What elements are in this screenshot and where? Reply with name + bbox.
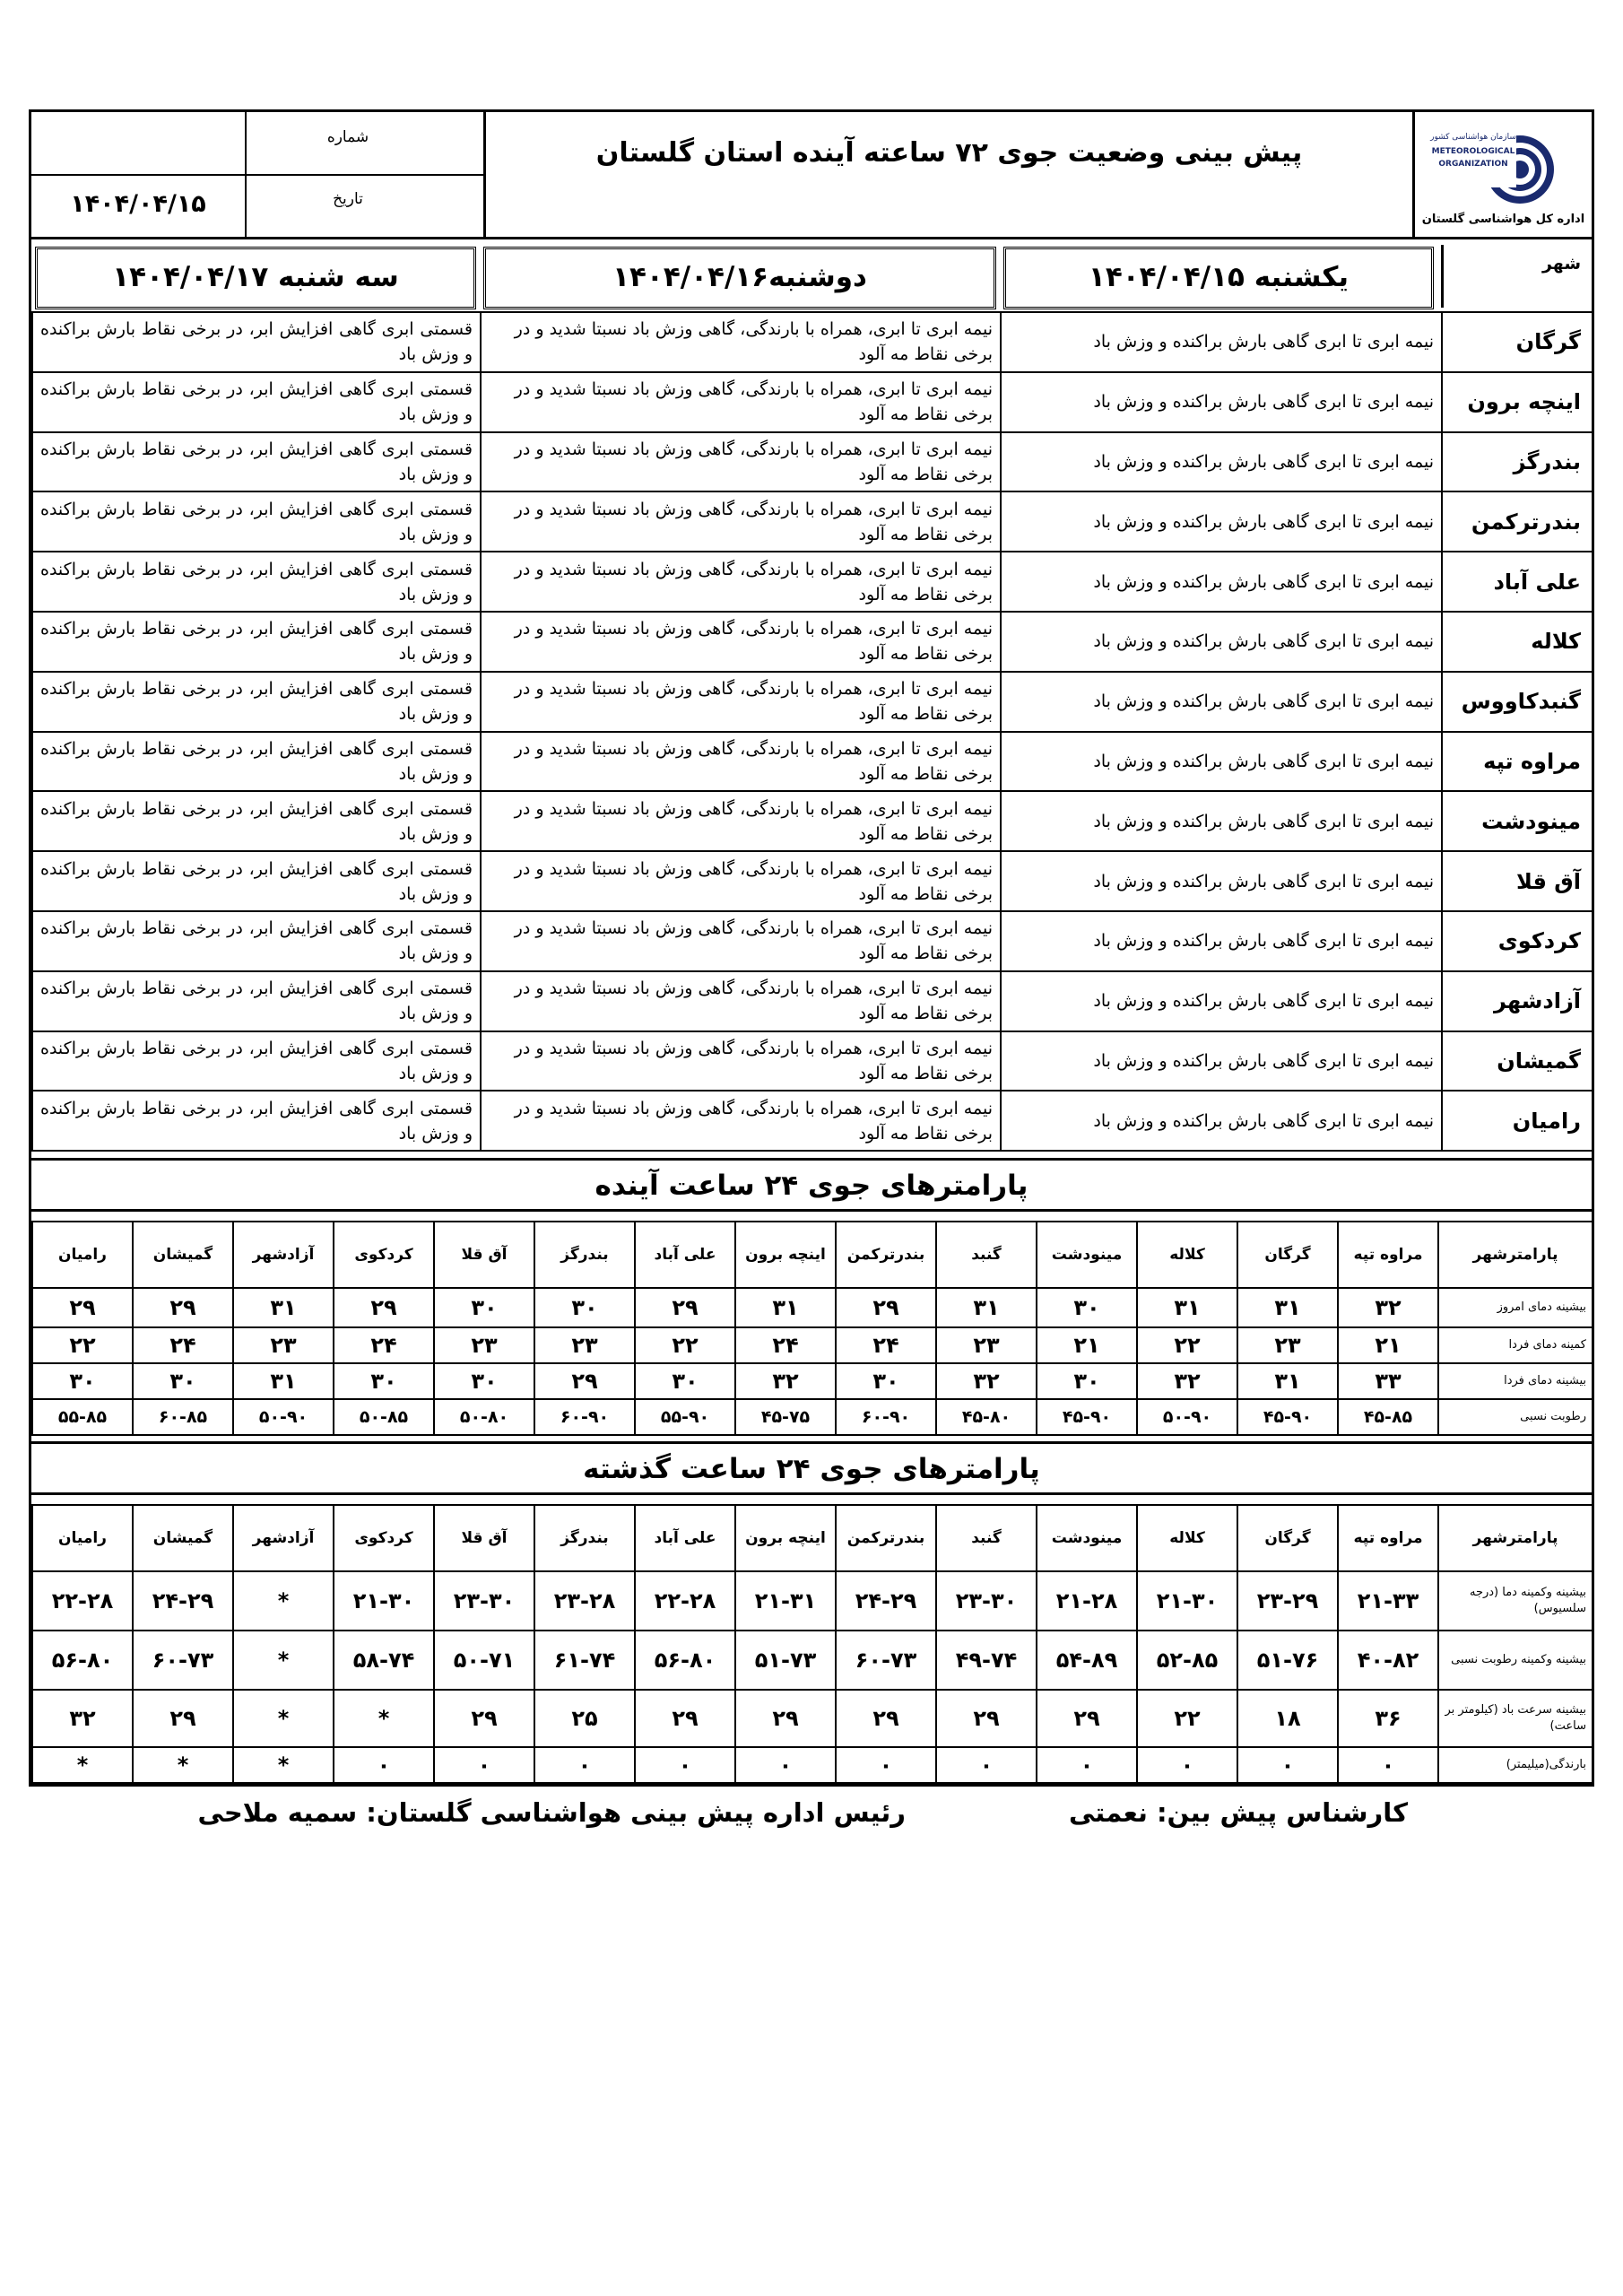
logo-caption: اداره کل هواشناسی گلستان: [1421, 213, 1585, 226]
param-value: ۵۵-۹۰: [635, 1399, 735, 1435]
param-value: ۴۵-۷۵: [735, 1399, 836, 1435]
param-label: بیشینه دمای امروز: [1438, 1288, 1593, 1327]
day3-forecast: قسمتی ابری گاهی افزایش ابر، در برخی نقاط بارش براکنده و وزش باد: [32, 612, 481, 672]
param-value: ۰: [635, 1747, 735, 1783]
param-value: ۰: [836, 1747, 936, 1783]
param-city-header: مینودشت: [1037, 1222, 1137, 1288]
day2-forecast: نیمه ابری تا ابری، همراه با بارندگی، گاهی وزش باد نسبتا شدید و در برخی نقاط مه آلود: [481, 612, 1001, 672]
day1-forecast: نیمه ابری تا ابری گاهی بارش براکنده و وزش باد: [1001, 1091, 1442, 1151]
param-city-header: بندرترکمن: [836, 1505, 936, 1571]
param-value: ۲۴: [735, 1327, 836, 1363]
param-value: ۲۳: [233, 1327, 334, 1363]
page-title: پیش بینی وضعیت جوی ۷۲ ساعته آینده استان گلستان: [483, 112, 1412, 237]
param-value: ۲۹: [635, 1288, 735, 1327]
param-value: ۶۰-۸۵: [133, 1399, 233, 1435]
param-city-header: اینچه برون: [735, 1505, 836, 1571]
param-label: بیشینه سرعت باد (کیلومتر بر ساعت): [1438, 1690, 1593, 1747]
param-value: ۳۱: [735, 1288, 836, 1327]
param-value: ۲۳-۲۸: [534, 1571, 635, 1631]
day2-forecast: نیمه ابری تا ابری، همراه با بارندگی، گاهی وزش باد نسبتا شدید و در برخی نقاط مه آلود: [481, 791, 1001, 851]
forecast-row: [32, 552, 1593, 612]
param-city-header: کردکوی: [334, 1222, 434, 1288]
day2-forecast: نیمه ابری تا ابری، همراه با بارندگی، گاهی وزش باد نسبتا شدید و در برخی نقاط مه آلود: [481, 432, 1001, 492]
param-value: ۳۰: [534, 1288, 635, 1327]
param-label: رطوبت نسبی: [1438, 1399, 1593, 1435]
forecast-row: [32, 791, 1593, 851]
param-value: ۳۰: [334, 1363, 434, 1399]
day1-forecast: نیمه ابری تا ابری گاهی بارش براکنده و وزش باد: [1001, 971, 1442, 1031]
forecast-document: [29, 109, 1594, 1787]
forecast-row: [32, 911, 1593, 971]
forecast-table: [31, 311, 1593, 1152]
param-value: ۳۰: [133, 1363, 233, 1399]
day3-forecast: قسمتی ابری گاهی افزایش ابر، در برخی نقاط بارش براکنده و وزش باد: [32, 552, 481, 612]
logo-text-fa: سازمان هواشناسی کشور: [1429, 133, 1516, 142]
date-value: ۱۴۰۴/۰۴/۱۵: [70, 190, 206, 218]
day2-forecast: نیمه ابری تا ابری، همراه با بارندگی، گاهی وزش باد نسبتا شدید و در برخی نقاط مه آلود: [481, 1091, 1001, 1151]
param-value: ۵۰-۹۰: [233, 1399, 334, 1435]
day3-forecast: قسمتی ابری گاهی افزایش ابر، در برخی نقاط بارش براکنده و وزش باد: [32, 791, 481, 851]
param-value: ۵۶-۸۰: [635, 1631, 735, 1690]
param-value: ۲۱-۳۰: [1137, 1571, 1237, 1631]
param-header-row: [32, 1222, 1593, 1288]
forecast-row: [32, 312, 1593, 372]
param-value: ۲۹: [1037, 1690, 1137, 1747]
param-city-header: مراوه تپه: [1338, 1222, 1438, 1288]
param-value: ۲۹: [334, 1288, 434, 1327]
param-value: ۶۱-۷۴: [534, 1631, 635, 1690]
param-row: [32, 1690, 1593, 1747]
day2-forecast: نیمه ابری تا ابری، همراه با بارندگی، گاهی وزش باد نسبتا شدید و در برخی نقاط مه آلود: [481, 312, 1001, 372]
day3-forecast: قسمتی ابری گاهی افزایش ابر، در برخی نقاط بارش براکنده و وزش باد: [32, 911, 481, 971]
param-value: ۳۲: [1338, 1288, 1438, 1327]
day2-forecast: نیمه ابری تا ابری، همراه با بارندگی، گاهی وزش باد نسبتا شدید و در برخی نقاط مه آلود: [481, 552, 1001, 612]
param-value: ۲۹: [133, 1690, 233, 1747]
param-value: ۵۰-۹۰: [1137, 1399, 1237, 1435]
param-value: ۲۹: [836, 1288, 936, 1327]
param-value: ۲۴-۲۹: [133, 1571, 233, 1631]
param-value: *: [233, 1747, 334, 1783]
forecaster-name: کارشناس پیش بین: نعمتی: [1068, 1797, 1408, 1828]
param-city-header: علی آباد: [635, 1505, 735, 1571]
param-value: ۶۰-۷۳: [836, 1631, 936, 1690]
param-city-header: کلاله: [1137, 1505, 1237, 1571]
day1-forecast: نیمه ابری تا ابری گاهی بارش براکنده و وزش باد: [1001, 791, 1442, 851]
param-city-header: گرگان: [1237, 1505, 1338, 1571]
past24-table: [31, 1504, 1593, 1784]
param-value: ۲۹: [936, 1690, 1037, 1747]
day1-forecast: نیمه ابری تا ابری گاهی بارش براکنده و وزش باد: [1001, 372, 1442, 432]
param-value: ۱۸: [1237, 1690, 1338, 1747]
param-city-header: رامیان: [32, 1222, 133, 1288]
param-value: *: [233, 1571, 334, 1631]
param-value: *: [32, 1747, 133, 1783]
divider: [31, 174, 483, 176]
param-city-header: بندرترکمن: [836, 1222, 936, 1288]
param-label: بیشینه وکمینه رطوبت نسبی: [1438, 1631, 1593, 1690]
day1-forecast: نیمه ابری تا ابری گاهی بارش براکنده و وزش باد: [1001, 312, 1442, 372]
param-row: [32, 1288, 1593, 1327]
param-corner-header: پارامترشهر: [1438, 1222, 1593, 1288]
param-row: [32, 1571, 1593, 1631]
param-label: بارندگی(میلیمتر): [1438, 1747, 1593, 1783]
param-value: ۲۳: [434, 1327, 534, 1363]
param-city-header: رامیان: [32, 1505, 133, 1571]
forecast-row: [32, 612, 1593, 672]
param-value: ۳۱: [233, 1288, 334, 1327]
day3-forecast: قسمتی ابری گاهی افزایش ابر، در برخی نقاط بارش براکنده و وزش باد: [32, 491, 481, 552]
param-value: *: [233, 1690, 334, 1747]
param-city-header: بندرگز: [534, 1505, 635, 1571]
param-value: ۲۱: [1338, 1327, 1438, 1363]
param-value: ۲۳-۳۰: [936, 1571, 1037, 1631]
param-value: ۲۲-۲۸: [635, 1571, 735, 1631]
day3-forecast: قسمتی ابری گاهی افزایش ابر، در برخی نقاط بارش براکنده و وزش باد: [32, 732, 481, 792]
param-value: ۰: [534, 1747, 635, 1783]
param-value: *: [334, 1690, 434, 1747]
organization-logo: [1412, 112, 1592, 237]
param-value: ۰: [334, 1747, 434, 1783]
city-name: رامیان: [1442, 1091, 1593, 1151]
param-header-row: [32, 1505, 1593, 1571]
param-row: [32, 1327, 1593, 1363]
param-value: ۵۱-۷۳: [735, 1631, 836, 1690]
city-name: کلاله: [1442, 612, 1593, 672]
logo-text-en1: METEOROLOGICAL: [1431, 147, 1515, 156]
param-value: ۳۳: [1338, 1363, 1438, 1399]
day1-forecast: نیمه ابری تا ابری گاهی بارش براکنده و وزش باد: [1001, 552, 1442, 612]
param-city-header: کردکوی: [334, 1505, 434, 1571]
city-name: علی آباد: [1442, 552, 1593, 612]
office-head-name: رئیس اداره پیش بینی هواشناسی گلستان: سمیه ملاحی: [197, 1797, 906, 1828]
param-value: ۲۹: [735, 1690, 836, 1747]
param-value: ۲۱: [1037, 1327, 1137, 1363]
param-value: ۵۲-۸۵: [1137, 1631, 1237, 1690]
param-city-header: علی آباد: [635, 1222, 735, 1288]
city-name: گنبدکاووس: [1442, 672, 1593, 732]
param-value: ۲۹: [133, 1288, 233, 1327]
forecast-row: [32, 732, 1593, 792]
forecast-row: [32, 851, 1593, 911]
param-city-header: کلاله: [1137, 1222, 1237, 1288]
city-name: آق قلا: [1442, 851, 1593, 911]
city-column-header: شهر: [1441, 245, 1592, 308]
param-value: ۳۰: [1037, 1363, 1137, 1399]
forecast-row: [32, 491, 1593, 552]
param-city-header: گمیشان: [133, 1505, 233, 1571]
param-city-header: بندرگز: [534, 1222, 635, 1288]
param-value: ۵۵-۸۵: [32, 1399, 133, 1435]
day1-forecast: نیمه ابری تا ابری گاهی بارش براکنده و وزش باد: [1001, 432, 1442, 492]
param-value: ۰: [1338, 1747, 1438, 1783]
param-value: ۲۳-۲۹: [1237, 1571, 1338, 1631]
param-value: ۲۳-۳۰: [434, 1571, 534, 1631]
param-value: ۲۲: [1137, 1327, 1237, 1363]
city-name: کردکوی: [1442, 911, 1593, 971]
param-value: ۳۲: [32, 1690, 133, 1747]
day2-forecast: نیمه ابری تا ابری، همراه با بارندگی، گاهی وزش باد نسبتا شدید و در برخی نقاط مه آلود: [481, 732, 1001, 792]
day-header-1: یکشنبه ۱۴۰۴/۰۴/۱۵: [1003, 247, 1434, 309]
param-city-header: مینودشت: [1037, 1505, 1137, 1571]
next24-table: [31, 1221, 1593, 1436]
day3-forecast: قسمتی ابری گاهی افزایش ابر، در برخی نقاط بارش براکنده و وزش باد: [32, 1031, 481, 1091]
day1-forecast: نیمه ابری تا ابری گاهی بارش براکنده و وزش باد: [1001, 1031, 1442, 1091]
param-value: *: [233, 1631, 334, 1690]
forecast-row: [32, 432, 1593, 492]
param-city-header: گنبد: [936, 1505, 1037, 1571]
param-city-header: گمیشان: [133, 1222, 233, 1288]
param-value: ۴۵-۸۰: [936, 1399, 1037, 1435]
param-value: ۲۹: [32, 1288, 133, 1327]
city-name: بندرگز: [1442, 432, 1593, 492]
day1-forecast: نیمه ابری تا ابری گاهی بارش براکنده و وزش باد: [1001, 672, 1442, 732]
param-value: ۲۲: [32, 1327, 133, 1363]
day2-forecast: نیمه ابری تا ابری، همراه با بارندگی، گاهی وزش باد نسبتا شدید و در برخی نقاط مه آلود: [481, 1031, 1001, 1091]
city-name: آزادشهر: [1442, 971, 1593, 1031]
param-value: ۰: [735, 1747, 836, 1783]
day3-forecast: قسمتی ابری گاهی افزایش ابر، در برخی نقاط بارش براکنده و وزش باد: [32, 432, 481, 492]
city-name: بندرترکمن: [1442, 491, 1593, 552]
forecast-row: [32, 971, 1593, 1031]
param-value: *: [133, 1747, 233, 1783]
day2-forecast: نیمه ابری تا ابری، همراه با بارندگی، گاهی وزش باد نسبتا شدید و در برخی نقاط مه آلود: [481, 372, 1001, 432]
param-value: ۲۳: [1237, 1327, 1338, 1363]
param-value: ۲۲: [635, 1327, 735, 1363]
param-corner-header: پارامترشهر: [1438, 1505, 1593, 1571]
param-value: ۴۵-۹۰: [1237, 1399, 1338, 1435]
city-name: مینودشت: [1442, 791, 1593, 851]
param-value: ۳۰: [635, 1363, 735, 1399]
past24-section-title: پارامترهای جوی ۲۴ ساعت گذشته: [31, 1441, 1592, 1495]
city-name: گرگان: [1442, 312, 1593, 372]
param-value: ۵۱-۷۶: [1237, 1631, 1338, 1690]
param-value: ۲۱-۲۸: [1037, 1571, 1137, 1631]
logo-text-en2: ORGANIZATION: [1437, 160, 1508, 169]
param-value: ۴۰-۸۲: [1338, 1631, 1438, 1690]
number-label: شماره: [245, 112, 449, 174]
param-value: ۳۲: [735, 1363, 836, 1399]
next24-section-title: پارامترهای جوی ۲۴ ساعت آینده: [31, 1158, 1592, 1212]
param-value: ۲۹: [434, 1690, 534, 1747]
day3-forecast: قسمتی ابری گاهی افزایش ابر، در برخی نقاط بارش براکنده و وزش باد: [32, 851, 481, 911]
param-value: ۴۵-۹۰: [1037, 1399, 1137, 1435]
param-value: ۵۰-۸۰: [434, 1399, 534, 1435]
param-value: ۵۰-۸۵: [334, 1399, 434, 1435]
param-value: ۳۰: [32, 1363, 133, 1399]
meteorological-organization-logo-icon: [1427, 123, 1581, 209]
param-value: ۴۹-۷۴: [936, 1631, 1037, 1690]
day1-forecast: نیمه ابری تا ابری گاهی بارش براکنده و وزش باد: [1001, 911, 1442, 971]
param-row: [32, 1363, 1593, 1399]
param-value: ۰: [434, 1747, 534, 1783]
param-value: ۲۹: [836, 1690, 936, 1747]
day2-forecast: نیمه ابری تا ابری، همراه با بارندگی، گاهی وزش باد نسبتا شدید و در برخی نقاط مه آلود: [481, 491, 1001, 552]
param-city-header: مراوه تپه: [1338, 1505, 1438, 1571]
param-value: ۶۰-۹۰: [534, 1399, 635, 1435]
param-value: ۲۱-۳۳: [1338, 1571, 1438, 1631]
param-value: ۲۱-۳۱: [735, 1571, 836, 1631]
param-value: ۵۸-۷۴: [334, 1631, 434, 1690]
day3-forecast: قسمتی ابری گاهی افزایش ابر، در برخی نقاط بارش براکنده و وزش باد: [32, 312, 481, 372]
param-label: کمینه دمای فردا: [1438, 1327, 1593, 1363]
param-value: ۲۱-۳۰: [334, 1571, 434, 1631]
param-value: ۲۴: [836, 1327, 936, 1363]
param-value: ۳۱: [1237, 1288, 1338, 1327]
day1-forecast: نیمه ابری تا ابری گاهی بارش براکنده و وزش باد: [1001, 851, 1442, 911]
param-value: ۰: [1137, 1747, 1237, 1783]
param-value: ۶۰-۷۳: [133, 1631, 233, 1690]
param-value: ۲۲: [1137, 1690, 1237, 1747]
city-name: اینچه برون: [1442, 372, 1593, 432]
param-value: ۴۵-۸۵: [1338, 1399, 1438, 1435]
document-header: [31, 112, 1592, 239]
param-value: ۳۱: [1137, 1288, 1237, 1327]
param-value: ۵۰-۷۱: [434, 1631, 534, 1690]
forecast-row: [32, 372, 1593, 432]
param-value: ۳۶: [1338, 1690, 1438, 1747]
param-value: ۶۰-۹۰: [836, 1399, 936, 1435]
param-city-header: آق قلا: [434, 1505, 534, 1571]
param-value: ۲۳: [534, 1327, 635, 1363]
param-value: ۲۹: [534, 1363, 635, 1399]
forecast-row: [32, 672, 1593, 732]
day3-forecast: قسمتی ابری گاهی افزایش ابر، در برخی نقاط بارش براکنده و وزش باد: [32, 971, 481, 1031]
param-value: ۳۱: [936, 1288, 1037, 1327]
day3-forecast: قسمتی ابری گاهی افزایش ابر، در برخی نقاط بارش براکنده و وزش باد: [32, 372, 481, 432]
day2-forecast: نیمه ابری تا ابری، همراه با بارندگی، گاهی وزش باد نسبتا شدید و در برخی نقاط مه آلود: [481, 911, 1001, 971]
param-value: ۲۴: [334, 1327, 434, 1363]
param-value: ۲۲-۲۸: [32, 1571, 133, 1631]
param-city-header: گنبد: [936, 1222, 1037, 1288]
param-city-header: آزادشهر: [233, 1222, 334, 1288]
number-value: [31, 112, 245, 174]
day2-forecast: نیمه ابری تا ابری، همراه با بارندگی، گاهی وزش باد نسبتا شدید و در برخی نقاط مه آلود: [481, 672, 1001, 732]
param-value: ۳۲: [936, 1363, 1037, 1399]
day2-forecast: نیمه ابری تا ابری، همراه با بارندگی، گاهی وزش باد نسبتا شدید و در برخی نقاط مه آلود: [481, 971, 1001, 1031]
city-name: گمیشان: [1442, 1031, 1593, 1091]
param-value: ۳۰: [434, 1363, 534, 1399]
day-header-2: دوشنبه۱۴۰۴/۰۴/۱۶: [483, 247, 996, 309]
param-value: ۰: [1037, 1747, 1137, 1783]
param-value: ۲۴: [133, 1327, 233, 1363]
param-city-header: آزادشهر: [233, 1505, 334, 1571]
day1-forecast: نیمه ابری تا ابری گاهی بارش براکنده و وزش باد: [1001, 612, 1442, 672]
param-value: ۳۰: [434, 1288, 534, 1327]
param-row: [32, 1631, 1593, 1690]
param-value: ۲۹: [635, 1690, 735, 1747]
param-label: بیشینه وکمینه دما (درجه سلسیوس): [1438, 1571, 1593, 1631]
param-value: ۰: [1237, 1747, 1338, 1783]
param-value: ۳۲: [1137, 1363, 1237, 1399]
forecast-row: [32, 1091, 1593, 1151]
date-label: تاریخ: [245, 174, 449, 237]
param-label: بیشینه دمای فردا: [1438, 1363, 1593, 1399]
param-city-header: اینچه برون: [735, 1222, 836, 1288]
param-row: [32, 1747, 1593, 1783]
param-value: ۳۱: [1237, 1363, 1338, 1399]
param-value: ۲۵: [534, 1690, 635, 1747]
param-value: ۳۱: [233, 1363, 334, 1399]
forecast-row: [32, 1031, 1593, 1091]
param-city-header: آق قلا: [434, 1222, 534, 1288]
day-header-3: سه شنبه ۱۴۰۴/۰۴/۱۷: [35, 247, 476, 309]
day2-forecast: نیمه ابری تا ابری، همراه با بارندگی، گاهی وزش باد نسبتا شدید و در برخی نقاط مه آلود: [481, 851, 1001, 911]
day1-forecast: نیمه ابری تا ابری گاهی بارش براکنده و وزش باد: [1001, 491, 1442, 552]
param-value: ۵۶-۸۰: [32, 1631, 133, 1690]
param-row: [32, 1399, 1593, 1435]
param-value: ۰: [936, 1747, 1037, 1783]
city-name: مراوه تپه: [1442, 732, 1593, 792]
param-value: ۳۰: [836, 1363, 936, 1399]
day3-forecast: قسمتی ابری گاهی افزایش ابر، در برخی نقاط بارش براکنده و وزش باد: [32, 672, 481, 732]
param-value: ۲۳: [936, 1327, 1037, 1363]
day3-forecast: قسمتی ابری گاهی افزایش ابر، در برخی نقاط بارش براکنده و وزش باد: [32, 1091, 481, 1151]
day1-forecast: نیمه ابری تا ابری گاهی بارش براکنده و وزش باد: [1001, 732, 1442, 792]
param-value: ۳۰: [1037, 1288, 1137, 1327]
param-value: ۲۴-۲۹: [836, 1571, 936, 1631]
param-value: ۵۴-۸۹: [1037, 1631, 1137, 1690]
param-city-header: گرگان: [1237, 1222, 1338, 1288]
